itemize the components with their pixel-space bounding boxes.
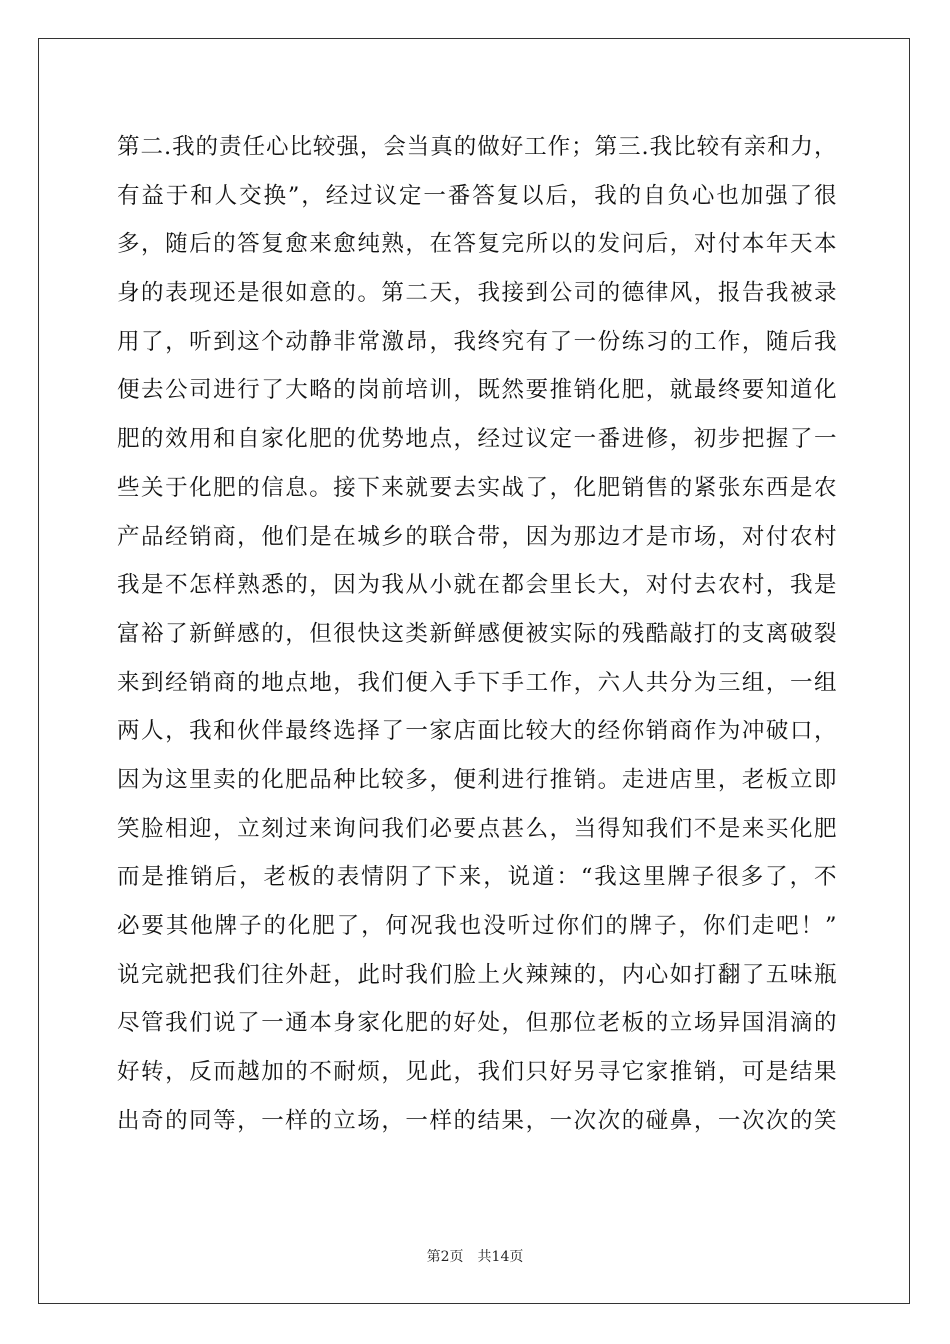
text-line: 我是不怎样熟悉的，因为我从小就在都会里长大，对付去农村，我是 xyxy=(117,572,837,599)
text-line: 身的表现还是很如意的。第二天，我接到公司的德律风，报告我被录 xyxy=(117,280,837,307)
text-line: 两人，我和伙伴最终选择了一家店面比较大的经你销商作为冲破口， xyxy=(117,718,837,745)
text-line: 必要其他牌子的化肥了，何况我也没听过你们的牌子，你们走吧！” xyxy=(117,913,837,939)
document-body xyxy=(117,128,837,1150)
text-line: 而是推销后，老板的表情阴了下来，说道：“我这里牌子很多了，不 xyxy=(117,864,837,891)
text-line: 肥的效用和自家化肥的优势地点，经过议定一番进修，初步把握了一 xyxy=(117,426,837,453)
text-line: 便去公司进行了大略的岗前培训，既然要推销化肥，就最终要知道化 xyxy=(117,377,837,404)
text-line: 尽管我们说了一通本身家化肥的好处，但那位老板的立场异国涓滴的 xyxy=(117,1010,837,1037)
text-line: 用了，听到这个动静非常激昂，我终究有了一份练习的工作，随后我 xyxy=(117,328,837,355)
text-line: 第二.我的责任心比较强，会当真的做好工作；第三.我比较有亲和力， xyxy=(117,134,837,160)
text-line: 来到经销商的地点地，我们便入手下手工作，六人共分为三组，一组 xyxy=(117,669,837,696)
text-line: 因为这里卖的化肥品种比较多，便利进行推销。走进店里，老板立即 xyxy=(117,766,837,793)
text-line: 些关于化肥的信息。接下来就要去实战了，化肥销售的紧张东西是农 xyxy=(117,474,837,501)
text-line: 好转，反而越加的不耐烦，见此，我们只好另寻它家推销，可是结果 xyxy=(117,1059,837,1086)
text-line: 笑脸相迎，立刻过来询问我们必要点甚么，当得知我们不是来买化肥 xyxy=(117,815,837,842)
text-line: 产品经销商，他们是在城乡的联合带，因为那边才是市场，对付农村 xyxy=(117,523,837,550)
page-number: 第2页 xyxy=(426,1249,464,1265)
page-total: 共14页 xyxy=(477,1249,524,1265)
text-line: 说完就把我们往外赶，此时我们脸上火辣辣的，内心如打翻了五味瓶 xyxy=(117,961,837,988)
page-footer xyxy=(0,1246,950,1266)
text-line: 富裕了新鲜感的，但很快这类新鲜感便被实际的残酷敲打的支离破裂 xyxy=(117,620,837,647)
text-line: 有益于和人交换”，经过议定一番答复以后，我的自负心也加强了很 xyxy=(117,182,837,209)
text-line: 多，随后的答复愈来愈纯熟，在答复完所以的发问后，对付本年天本 xyxy=(117,231,837,258)
text-line: 出奇的同等，一样的立场，一样的结果，一次次的碰鼻，一次次的笑 xyxy=(117,1107,837,1134)
